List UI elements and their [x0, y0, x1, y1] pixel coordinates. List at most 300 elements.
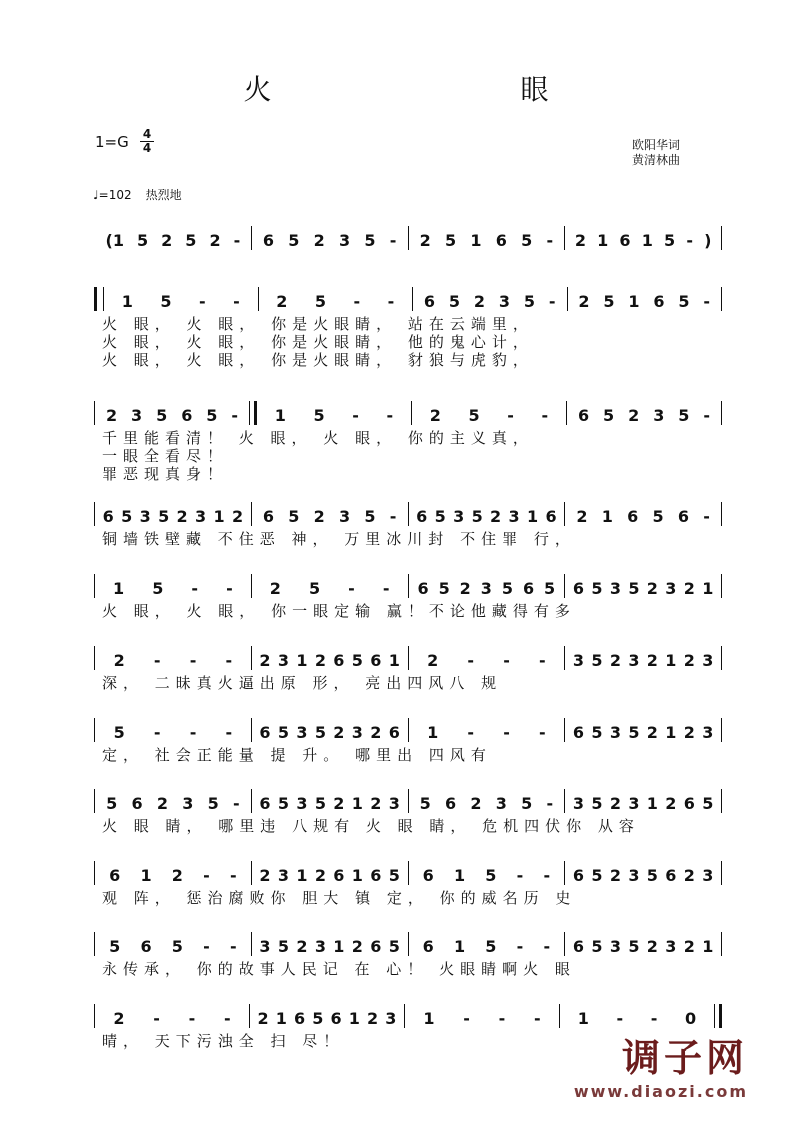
lyric-line: 定， 社会正能量 提 升。 哪里出 四风有	[102, 746, 492, 764]
note: 5	[158, 507, 170, 526]
note: 6	[677, 507, 689, 526]
note: 5	[288, 231, 300, 250]
note: 5	[109, 937, 121, 956]
note: 5	[277, 937, 290, 956]
note: -	[153, 1009, 160, 1028]
note: 2	[683, 866, 695, 885]
note: 5	[652, 507, 664, 526]
lyric-line: 千里能看清！ 火 眼， 火 眼， 你的主义真，	[102, 429, 534, 447]
lyricist: 欧阳华词	[632, 138, 681, 152]
note: 2	[609, 651, 621, 670]
note: 5	[444, 231, 457, 250]
note: 2	[683, 651, 695, 670]
note: 6	[417, 579, 429, 598]
note: 5	[277, 723, 290, 742]
note: 1	[628, 292, 640, 311]
barline	[721, 401, 722, 425]
note: 2	[646, 651, 658, 670]
note: 3	[277, 866, 290, 885]
note: 6	[572, 723, 585, 742]
note: 5	[468, 406, 480, 425]
note: 5	[314, 794, 326, 813]
notes-line	[94, 928, 722, 956]
note: 1	[423, 1009, 435, 1028]
note: 2	[171, 866, 183, 885]
note: -	[198, 292, 206, 311]
note: 5	[364, 507, 376, 526]
note: 1	[453, 866, 466, 885]
note: 5	[121, 507, 133, 526]
note: 3	[338, 231, 351, 250]
measure	[95, 576, 251, 598]
note: 6	[423, 292, 436, 311]
note: 3	[388, 794, 400, 813]
barline	[721, 226, 722, 250]
measure	[412, 403, 566, 425]
note: -	[650, 1009, 658, 1028]
note: -	[229, 866, 237, 885]
note: -	[225, 723, 233, 742]
measure	[565, 648, 721, 670]
barline	[721, 574, 722, 598]
note: 5	[351, 651, 363, 670]
note: 5	[678, 406, 690, 425]
barline	[714, 1004, 722, 1028]
note: -	[467, 723, 475, 742]
note: 3	[139, 507, 151, 526]
note: 1	[113, 579, 125, 598]
measure	[565, 576, 721, 598]
note: 2	[259, 866, 271, 885]
barline	[721, 646, 722, 670]
time-signature	[140, 128, 154, 155]
note: 5	[591, 651, 603, 670]
note: 1	[702, 937, 714, 956]
note: 6	[572, 866, 585, 885]
note: 5	[277, 794, 290, 813]
lyric-line: 一眼全看尽！	[102, 447, 229, 465]
note: 5	[312, 1009, 324, 1028]
score-row	[94, 222, 722, 250]
note: 1	[601, 507, 613, 526]
note: 2	[578, 292, 590, 311]
note: 2	[628, 406, 640, 425]
meter-bottom: 4	[140, 141, 154, 155]
note: -	[348, 579, 355, 598]
note: 3	[572, 651, 585, 670]
measure	[250, 1006, 404, 1028]
note: 2	[231, 507, 244, 526]
note: 1	[641, 231, 653, 250]
site-watermark	[574, 1027, 748, 1101]
note: 6	[495, 231, 507, 250]
note: 5	[591, 866, 603, 885]
lyric-line: 深， 二昧真火逼出原 形， 亮出四风八 规	[102, 674, 503, 692]
lyric-line: 火 眼， 火 眼， 你是火眼睛， 站在云端里，	[102, 315, 534, 333]
note: -	[503, 651, 510, 670]
note: 6	[545, 507, 557, 526]
measure	[409, 648, 565, 670]
note: -	[233, 231, 241, 250]
note: -	[189, 723, 197, 742]
measure	[252, 720, 408, 742]
note: -	[352, 406, 359, 425]
note: 3	[131, 406, 143, 425]
note: 2	[609, 866, 621, 885]
note: 6	[259, 794, 271, 813]
note: 2	[470, 794, 482, 813]
note: 2	[314, 866, 326, 885]
note: -	[546, 231, 554, 250]
barline	[721, 502, 722, 526]
note: 6	[388, 723, 400, 742]
note: 1	[296, 651, 308, 670]
notes-line	[94, 642, 722, 670]
note: -	[231, 406, 238, 425]
note: -	[507, 406, 514, 425]
measure	[252, 863, 408, 885]
note: 5	[664, 231, 676, 250]
note: 6	[330, 1009, 342, 1028]
note: 6	[140, 937, 152, 956]
note: 5	[434, 507, 446, 526]
note: 5	[308, 579, 321, 598]
note: -	[543, 866, 551, 885]
note: -	[225, 651, 233, 670]
note: -	[539, 723, 546, 742]
note: 3	[296, 794, 308, 813]
note: 1	[646, 794, 658, 813]
note: -	[616, 1009, 624, 1028]
measure	[565, 720, 721, 742]
note: 2	[296, 937, 308, 956]
note: -	[233, 292, 240, 311]
note: -	[153, 723, 161, 742]
measure	[95, 791, 251, 813]
note: -	[543, 937, 551, 956]
measure	[95, 720, 251, 742]
measure	[252, 504, 408, 526]
note: 1	[526, 507, 539, 526]
measure	[252, 791, 408, 813]
note: 5	[438, 579, 450, 598]
notes-line	[94, 785, 722, 813]
tempo-marking	[93, 186, 182, 203]
measure	[409, 720, 565, 742]
note: 2	[646, 937, 658, 956]
measure	[252, 648, 408, 670]
measure	[95, 648, 251, 670]
note: 2	[370, 723, 382, 742]
note: 3	[296, 723, 308, 742]
lyric-line: 永传承， 你的故事人民记 在 心！ 火眼睛啊火 眼	[102, 960, 576, 978]
note: 6	[262, 231, 274, 250]
note: 5	[591, 723, 603, 742]
note: 5	[485, 937, 497, 956]
notes-line	[94, 1000, 722, 1028]
note: 6	[416, 507, 428, 526]
note: 5	[288, 507, 300, 526]
note: 6	[653, 292, 665, 311]
notes-line	[94, 222, 722, 250]
note: 6	[102, 507, 114, 526]
note: 6	[370, 651, 382, 670]
lyric-line: 火 眼， 火 眼， 你是火眼睛， 豺狼与虎豹，	[102, 351, 534, 369]
lyric-line: 罪恶现真身！	[102, 465, 229, 483]
note: 6	[370, 937, 382, 956]
note: 1	[470, 231, 482, 250]
measure	[95, 1006, 249, 1028]
note: 5	[314, 723, 326, 742]
measure	[409, 791, 565, 813]
note: 5	[591, 579, 603, 598]
note: 5	[106, 794, 118, 813]
note: -	[229, 937, 237, 956]
note: 5	[702, 794, 714, 813]
note: 3	[702, 651, 714, 670]
note: 1	[140, 866, 152, 885]
note: 2	[257, 1009, 269, 1028]
watermark-name: 调子网	[621, 1036, 748, 1080]
note: -	[498, 1009, 506, 1028]
measure	[257, 403, 411, 425]
note: 3	[508, 507, 520, 526]
measure	[565, 863, 721, 885]
note: 5	[646, 866, 658, 885]
score-row	[94, 928, 722, 978]
measure	[252, 576, 408, 598]
note: 2	[259, 651, 271, 670]
note: 2	[333, 723, 345, 742]
notes-line	[94, 498, 722, 526]
note: 5	[185, 231, 197, 250]
note: 1	[453, 937, 466, 956]
score-row	[94, 570, 722, 620]
note: 5	[523, 292, 536, 311]
note: 5	[206, 406, 218, 425]
note: 3	[665, 579, 677, 598]
note: 6	[259, 723, 271, 742]
measure	[252, 228, 408, 250]
note: 2	[683, 579, 695, 598]
note: 6	[370, 866, 382, 885]
measure	[568, 289, 722, 311]
note: 5	[628, 723, 640, 742]
note: 2	[176, 507, 188, 526]
note: 5	[388, 866, 400, 885]
note: 6	[262, 507, 274, 526]
note: -	[188, 1009, 196, 1028]
note: 6	[422, 937, 434, 956]
lyric-line: 铜墙铁壁藏 不住恶 神， 万里冰川封 不住罪 行，	[102, 530, 576, 548]
notes-line	[94, 283, 722, 311]
note: -	[546, 794, 554, 813]
note: 2	[269, 579, 281, 598]
note: -	[223, 1009, 231, 1028]
note: 3	[277, 651, 290, 670]
note: 5	[419, 794, 431, 813]
note: 3	[314, 937, 326, 956]
note: 2	[574, 231, 586, 250]
measure	[565, 934, 721, 956]
note: 5	[544, 579, 556, 598]
note: 6	[627, 507, 639, 526]
note: -	[703, 292, 711, 311]
note: 5	[485, 866, 497, 885]
note: 1	[351, 866, 363, 885]
measure	[565, 504, 721, 526]
note: 5	[313, 406, 325, 425]
barline	[94, 287, 104, 311]
notes-line	[94, 857, 722, 885]
lyric-line: 观 阵， 惩治腐败你 胆大 镇 定， 你的威名历 史	[102, 889, 577, 907]
note: 3	[338, 507, 351, 526]
watermark-url: www.diaozi.com	[573, 1082, 748, 1101]
note: 6	[294, 1009, 306, 1028]
measure	[104, 289, 258, 311]
note: -	[463, 1009, 470, 1028]
key-signature: 1=G	[95, 133, 129, 151]
note: 5	[448, 292, 461, 311]
note: 2	[351, 937, 363, 956]
note: -	[191, 579, 199, 598]
note: 1	[702, 579, 714, 598]
note: -	[203, 866, 210, 885]
note: -	[387, 292, 395, 311]
measure	[95, 934, 251, 956]
note: 3	[182, 794, 194, 813]
note: -	[353, 292, 361, 311]
note: 1	[388, 651, 400, 670]
note: 6	[333, 651, 345, 670]
measure	[409, 934, 565, 956]
note: 3	[653, 406, 665, 425]
note: 3	[385, 1009, 397, 1028]
note: 2	[576, 507, 588, 526]
note: 1	[665, 651, 677, 670]
note: 6	[683, 794, 695, 813]
note: -	[703, 406, 710, 425]
note: 1	[274, 406, 286, 425]
note: -	[386, 406, 394, 425]
note: 1	[296, 866, 308, 885]
note: 5	[160, 292, 172, 311]
measure	[560, 1006, 714, 1028]
measure	[409, 228, 565, 250]
note: 2	[370, 794, 382, 813]
note: (1	[105, 231, 124, 250]
note: 5	[521, 231, 533, 250]
note: 5	[136, 231, 149, 250]
note: 6	[109, 866, 121, 885]
measure	[567, 403, 721, 425]
note: -	[467, 651, 475, 670]
note: -	[189, 651, 197, 670]
note: 3	[609, 579, 621, 598]
note: 2	[367, 1009, 379, 1028]
note: 3	[628, 651, 640, 670]
note: 3	[195, 507, 207, 526]
composer: 黄清林曲	[632, 153, 681, 167]
note: 5	[152, 579, 164, 598]
note: -	[503, 723, 510, 742]
note: -	[516, 937, 524, 956]
note: 3	[495, 794, 507, 813]
note: -	[153, 651, 161, 670]
score-row	[94, 1000, 722, 1050]
note: 5	[471, 507, 483, 526]
note: 3	[498, 292, 511, 311]
score-row	[94, 642, 722, 692]
lyric-line: 火 眼， 火 眼， 你一眼定输 赢！不论他藏得有多	[102, 602, 576, 620]
notes-line	[94, 570, 722, 598]
note: 2	[665, 794, 677, 813]
note: -	[382, 579, 390, 598]
note: 5	[591, 937, 603, 956]
note: 2	[209, 231, 221, 250]
meter-top: 4	[142, 127, 152, 141]
note: 5	[591, 794, 603, 813]
score-row	[94, 397, 722, 483]
note: -	[389, 231, 397, 250]
barline	[721, 287, 722, 311]
note: 2	[313, 507, 325, 526]
measure	[413, 289, 567, 311]
note: 1	[275, 1009, 287, 1028]
score-row	[94, 857, 722, 907]
note: 5	[628, 937, 640, 956]
note: 5	[171, 937, 183, 956]
notes-line	[94, 714, 722, 742]
note: -	[533, 1009, 541, 1028]
note: 1	[597, 231, 609, 250]
song-title: 火 眼	[243, 73, 669, 106]
note: 5	[501, 579, 513, 598]
note: 3	[453, 507, 465, 526]
note: -	[548, 292, 556, 311]
note: 6	[422, 866, 434, 885]
measure	[409, 863, 565, 885]
note: -	[516, 866, 524, 885]
measure	[259, 289, 413, 311]
note: 5	[678, 292, 690, 311]
note: 2	[313, 231, 325, 250]
note: 6	[572, 579, 585, 598]
note: 2	[646, 579, 658, 598]
note: 6	[181, 406, 193, 425]
note: 1	[348, 1009, 360, 1028]
note: 2	[156, 794, 168, 813]
note: 2	[161, 231, 173, 250]
note: 2	[314, 651, 326, 670]
note: 2	[276, 292, 288, 311]
barline	[249, 401, 257, 425]
note: 5	[388, 937, 400, 956]
note: 2	[683, 723, 695, 742]
note: 3	[351, 723, 363, 742]
note: 3	[259, 937, 271, 956]
score-row	[94, 785, 722, 835]
note: 3	[702, 866, 714, 885]
measure	[565, 228, 721, 250]
barline	[721, 932, 722, 956]
lyric-line: 火 眼， 火 眼， 你是火眼睛， 他的鬼心计，	[102, 333, 534, 351]
note: 2	[459, 579, 471, 598]
note: 1	[213, 507, 225, 526]
note: 1	[665, 723, 677, 742]
note: 2	[333, 794, 345, 813]
note: 5	[603, 292, 615, 311]
